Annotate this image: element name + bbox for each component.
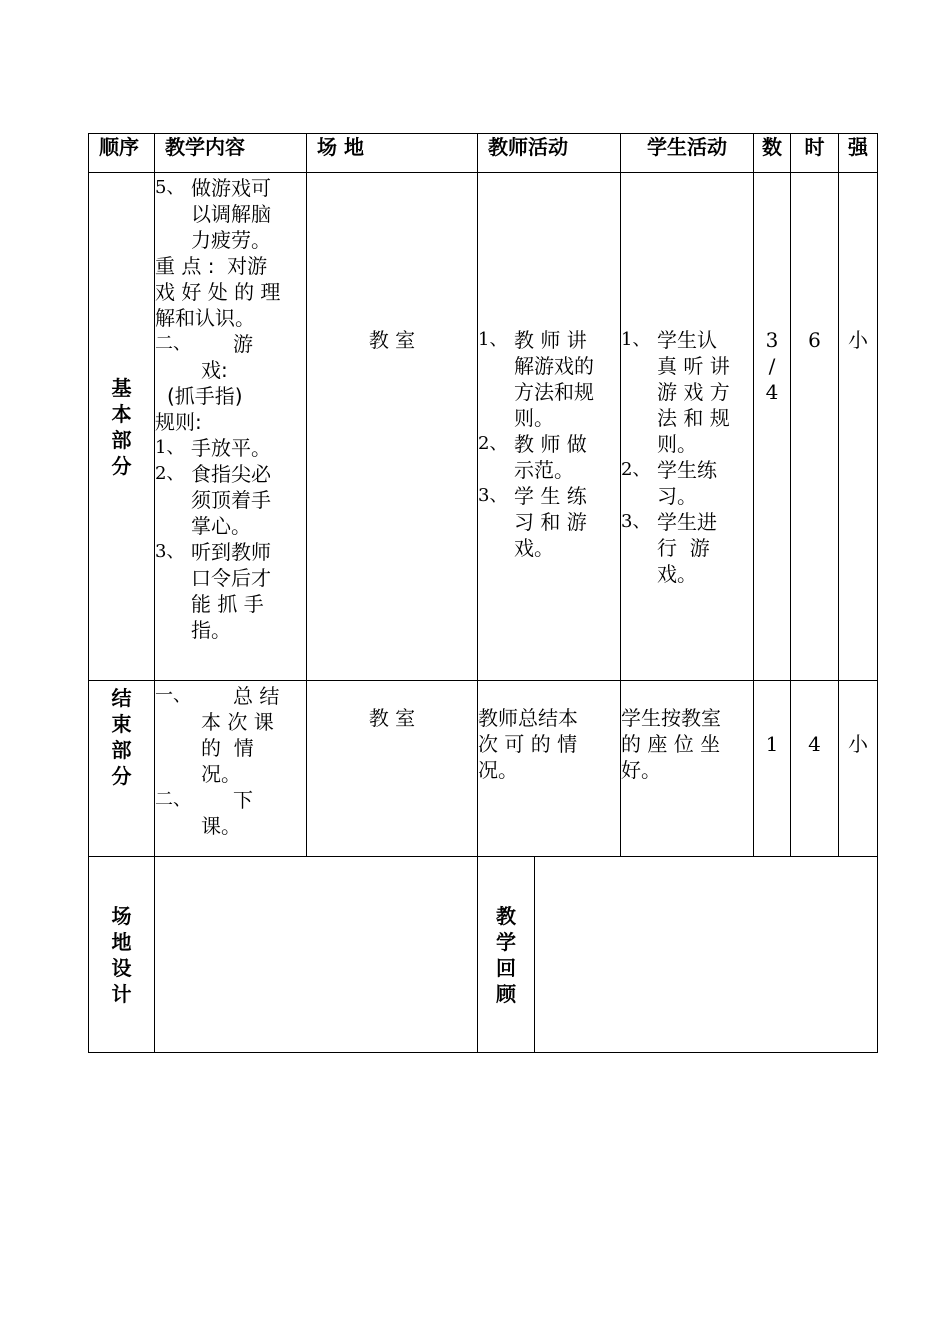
header-teacher: 教师活动 [478, 134, 621, 173]
rule-item: 1、 手放平。 [155, 436, 271, 460]
basic-section-row [89, 173, 878, 681]
ending-count: 1 [754, 681, 791, 857]
rule-item: 2、 食指尖必 须顶着手 掌心。 [155, 462, 271, 538]
basic-teacher-activity: 1、 教 师 讲 解游戏的 方法和规 则。 2、 教 师 做 示范。 3、 学 生 练 习 和 游 戏。 [478, 173, 621, 681]
ending-teacher-activity: 教师总结本 次 可 的 情 况。 [478, 681, 621, 857]
teaching-review-area [535, 857, 878, 1053]
content-item-5: 5、 做游戏可 以调解脑 力疲劳。 [155, 176, 271, 252]
ending-time: 4 [791, 681, 839, 857]
header-time: 时 [791, 134, 839, 173]
teaching-review-label: 教 学 回 顾 [478, 857, 535, 1053]
ending-student-activity: 学生按教室 的 座 位 坐 好。 [621, 681, 754, 857]
header-row [89, 134, 878, 173]
basic-time: 6 [791, 173, 839, 681]
header-venue: 场 地 [307, 134, 478, 173]
rule-item: 3、 听到教师 口令后才 能 抓 手 指。 [155, 540, 271, 642]
ending-venue: 教 室 [307, 681, 478, 857]
footer-row [89, 857, 878, 1053]
focus-line: 重 点 : 对游 [155, 254, 268, 278]
header-student: 学生活动 [621, 134, 754, 173]
focus-line: 解和认识。 [155, 306, 255, 330]
ending-section-label: 结 束 部 分 [89, 681, 155, 857]
basic-content-cell: 5、 做游戏可 以调解脑 力疲劳。 重 点 : 对游 戏 好 处 的 理 解和认识。 二、 游 戏: (抓手指) 规则: 1、 手放平。 2、 食指尖必 须顶着手 掌心。 3、 听到教师 口令后才 能 抓 手 指。 [155, 173, 307, 681]
basic-intensity: 小 [839, 173, 878, 681]
header-order: 顺序 [89, 134, 155, 173]
ending-section-row [89, 681, 878, 857]
basic-section-label: 基 本 部 分 [89, 173, 155, 681]
basic-venue: 教 室 [307, 173, 478, 681]
basic-student-activity: 1、 学生认 真 听 讲 游 戏 方 法 和 规 则。 2、 学生练 习。 3、 学生进 行 游 戏。 [621, 173, 754, 681]
lesson-plan-table [88, 133, 878, 1053]
basic-count: 3 / 4 [754, 173, 791, 681]
header-intensity: 强 [839, 134, 878, 173]
header-count: 数 [754, 134, 791, 173]
header-content: 教学内容 [155, 134, 307, 173]
ending-intensity: 小 [839, 681, 878, 857]
rules-label: 规则: [155, 410, 202, 434]
game-name: (抓手指) [167, 384, 243, 408]
focus-line: 戏 好 处 的 理 [155, 280, 281, 304]
ending-content-cell: 一、 总 结 本 次 课 的 情 况。 二、 下 课。 [155, 681, 307, 857]
site-design-label: 场 地 设 计 [89, 857, 155, 1053]
game-heading: 二、 游 [155, 332, 253, 356]
site-design-area [155, 857, 478, 1053]
